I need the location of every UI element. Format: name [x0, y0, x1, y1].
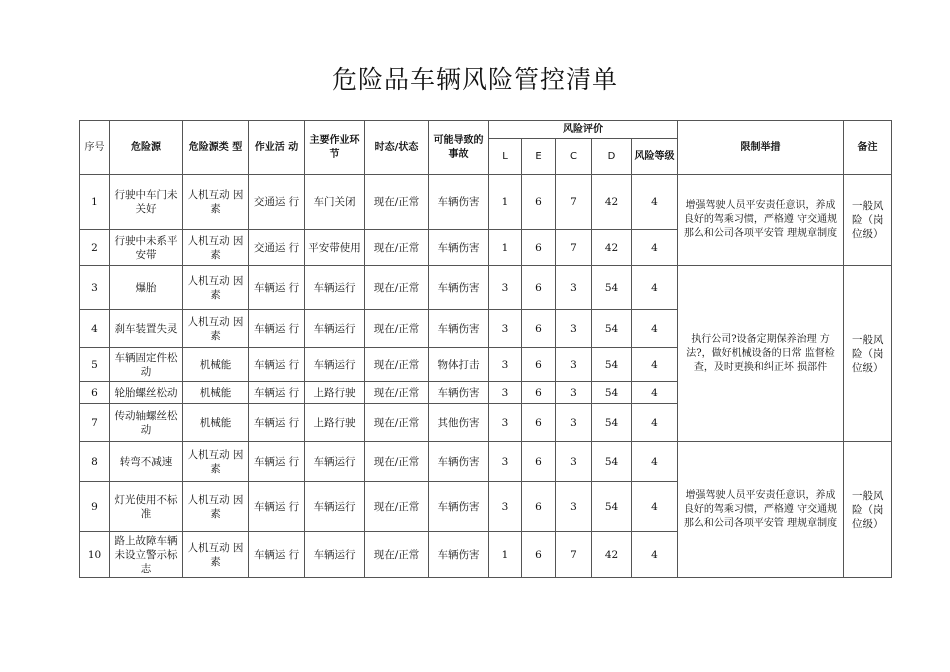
cell-d: 54 [592, 382, 632, 404]
cell-activity: 车辆运 行 [249, 404, 305, 442]
cell-seq: 7 [80, 404, 110, 442]
cell-e: 6 [522, 532, 556, 578]
cell-l: 3 [489, 442, 522, 482]
cell-state: 现在/正常 [365, 532, 429, 578]
header-risk-eval: 风险评价 [489, 121, 678, 139]
cell-type: 人机互动 因素 [183, 532, 249, 578]
cell-activity: 车辆运 行 [249, 266, 305, 310]
cell-hazard: 灯光使用不标准 [110, 482, 183, 532]
cell-seq: 9 [80, 482, 110, 532]
cell-seq: 8 [80, 442, 110, 482]
cell-d: 54 [592, 482, 632, 532]
cell-d: 42 [592, 532, 632, 578]
cell-d: 42 [592, 230, 632, 266]
header-e: E [522, 139, 556, 175]
cell-c: 7 [556, 532, 592, 578]
cell-hazard: 传动轴螺丝松动 [110, 404, 183, 442]
cell-hazard: 车辆固定件松动 [110, 348, 183, 382]
cell-step: 上路行驶 [305, 382, 365, 404]
cell-c: 3 [556, 482, 592, 532]
cell-l: 3 [489, 310, 522, 348]
cell-e: 6 [522, 348, 556, 382]
cell-step: 车门关闭 [305, 175, 365, 230]
cell-type: 人机互动 因素 [183, 175, 249, 230]
cell-e: 6 [522, 310, 556, 348]
cell-e: 6 [522, 404, 556, 442]
cell-hazard: 行驶中未系平安带 [110, 230, 183, 266]
cell-hazard: 转弯不减速 [110, 442, 183, 482]
cell-seq: 5 [80, 348, 110, 382]
cell-type: 人机互动 因素 [183, 230, 249, 266]
cell-activity: 车辆运 行 [249, 482, 305, 532]
cell-e: 6 [522, 230, 556, 266]
cell-d: 54 [592, 348, 632, 382]
cell-activity: 车辆运 行 [249, 310, 305, 348]
cell-l: 1 [489, 175, 522, 230]
cell-type: 机械能 [183, 348, 249, 382]
cell-accident: 车辆伤害 [429, 230, 489, 266]
cell-level: 4 [632, 382, 678, 404]
cell-e: 6 [522, 482, 556, 532]
cell-l: 1 [489, 532, 522, 578]
cell-state: 现在/正常 [365, 482, 429, 532]
cell-hazard: 爆胎 [110, 266, 183, 310]
cell-note: 一般风险（岗位级） [844, 442, 892, 578]
cell-l: 3 [489, 348, 522, 382]
cell-accident: 其他伤害 [429, 404, 489, 442]
cell-accident: 车辆伤害 [429, 532, 489, 578]
cell-e: 6 [522, 266, 556, 310]
header-hazard-type: 危险源类 型 [183, 121, 249, 175]
cell-step: 车辆运行 [305, 482, 365, 532]
page-title: 危险品车辆风险管控清单 [331, 65, 618, 94]
cell-accident: 物体打击 [429, 348, 489, 382]
cell-hazard: 路上故障车辆未设立警示标志 [110, 532, 183, 578]
header-notes: 备注 [844, 121, 892, 175]
table-row [80, 175, 892, 230]
cell-measure: 增强驾驶人员平安责任意识，养成良好的驾乘习惯，严格遵 守交通规那么和公司各项平安管 理规章制度 [678, 175, 844, 266]
cell-activity: 交通运 行 [249, 230, 305, 266]
cell-level: 4 [632, 175, 678, 230]
cell-level: 4 [632, 266, 678, 310]
cell-step: 车辆运行 [305, 348, 365, 382]
cell-type: 机械能 [183, 382, 249, 404]
cell-d: 42 [592, 175, 632, 230]
cell-hazard: 刹车装置失灵 [110, 310, 183, 348]
cell-state: 现在/正常 [365, 310, 429, 348]
cell-c: 7 [556, 230, 592, 266]
cell-l: 3 [489, 404, 522, 442]
cell-state: 现在/正常 [365, 382, 429, 404]
header-main-step: 主要作业环节 [305, 121, 365, 175]
cell-seq: 2 [80, 230, 110, 266]
header-seq: 序号 [80, 121, 110, 175]
cell-state: 现在/正常 [365, 348, 429, 382]
cell-measure: 增强驾驶人员平安责任意识，养成良好的驾乘习惯，严格遵 守交通规那么和公司各项平安管 理规章制度 [678, 442, 844, 578]
cell-c: 3 [556, 266, 592, 310]
cell-step: 车辆运行 [305, 266, 365, 310]
cell-accident: 车辆伤害 [429, 175, 489, 230]
cell-accident: 车辆伤害 [429, 482, 489, 532]
cell-seq: 4 [80, 310, 110, 348]
header-accident: 可能导致的事故 [429, 121, 489, 175]
header-l: L [489, 139, 522, 175]
header-activity: 作业活 动 [249, 121, 305, 175]
cell-activity: 车辆运 行 [249, 382, 305, 404]
cell-d: 54 [592, 442, 632, 482]
cell-state: 现在/正常 [365, 404, 429, 442]
cell-step: 车辆运行 [305, 442, 365, 482]
cell-e: 6 [522, 442, 556, 482]
table-row [80, 442, 892, 482]
cell-level: 4 [632, 482, 678, 532]
cell-state: 现在/正常 [365, 266, 429, 310]
cell-seq: 10 [80, 532, 110, 578]
cell-level: 4 [632, 532, 678, 578]
cell-state: 现在/正常 [365, 230, 429, 266]
cell-step: 平安带使用 [305, 230, 365, 266]
cell-seq: 1 [80, 175, 110, 230]
cell-step: 车辆运行 [305, 310, 365, 348]
cell-hazard: 轮胎螺丝松动 [110, 382, 183, 404]
cell-level: 4 [632, 230, 678, 266]
cell-state: 现在/正常 [365, 175, 429, 230]
cell-c: 3 [556, 310, 592, 348]
cell-c: 3 [556, 348, 592, 382]
cell-hazard: 行驶中车门未关好 [110, 175, 183, 230]
cell-measure: 执行公司?设备定期保养治理 方法?，做好机械设备的日常 监督检查，及时更换和纠正坏 损部件 [678, 266, 844, 442]
header-c: C [556, 139, 592, 175]
cell-e: 6 [522, 175, 556, 230]
cell-l: 1 [489, 230, 522, 266]
cell-type: 人机互动 因素 [183, 442, 249, 482]
header-hazard: 危险源 [110, 121, 183, 175]
cell-c: 3 [556, 442, 592, 482]
table-row [80, 266, 892, 310]
cell-state: 现在/正常 [365, 442, 429, 482]
cell-l: 3 [489, 482, 522, 532]
cell-accident: 车辆伤害 [429, 382, 489, 404]
header-d: D [592, 139, 632, 175]
header-state: 时态/状态 [365, 121, 429, 175]
risk-control-table [79, 120, 892, 578]
cell-level: 4 [632, 310, 678, 348]
cell-accident: 车辆伤害 [429, 442, 489, 482]
cell-e: 6 [522, 382, 556, 404]
cell-activity: 车辆运 行 [249, 348, 305, 382]
cell-accident: 车辆伤害 [429, 266, 489, 310]
cell-l: 3 [489, 266, 522, 310]
cell-d: 54 [592, 310, 632, 348]
cell-d: 54 [592, 404, 632, 442]
cell-activity: 车辆运 行 [249, 532, 305, 578]
cell-note: 一般风险（岗位级） [844, 175, 892, 266]
header-measures: 限制举措 [678, 121, 844, 175]
cell-level: 4 [632, 348, 678, 382]
cell-step: 上路行驶 [305, 404, 365, 442]
cell-type: 机械能 [183, 404, 249, 442]
cell-level: 4 [632, 442, 678, 482]
cell-c: 3 [556, 382, 592, 404]
cell-accident: 车辆伤害 [429, 310, 489, 348]
cell-step: 车辆运行 [305, 532, 365, 578]
cell-type: 人机互动 因素 [183, 310, 249, 348]
cell-type: 人机互动 因素 [183, 266, 249, 310]
cell-note: 一般风险（岗位级） [844, 266, 892, 442]
cell-d: 54 [592, 266, 632, 310]
cell-l: 3 [489, 382, 522, 404]
cell-type: 人机互动 因素 [183, 482, 249, 532]
cell-c: 7 [556, 175, 592, 230]
cell-seq: 6 [80, 382, 110, 404]
cell-c: 3 [556, 404, 592, 442]
cell-level: 4 [632, 404, 678, 442]
cell-activity: 车辆运 行 [249, 442, 305, 482]
cell-activity: 交通运 行 [249, 175, 305, 230]
cell-seq: 3 [80, 266, 110, 310]
header-risk-level: 风险等级 [632, 139, 678, 175]
